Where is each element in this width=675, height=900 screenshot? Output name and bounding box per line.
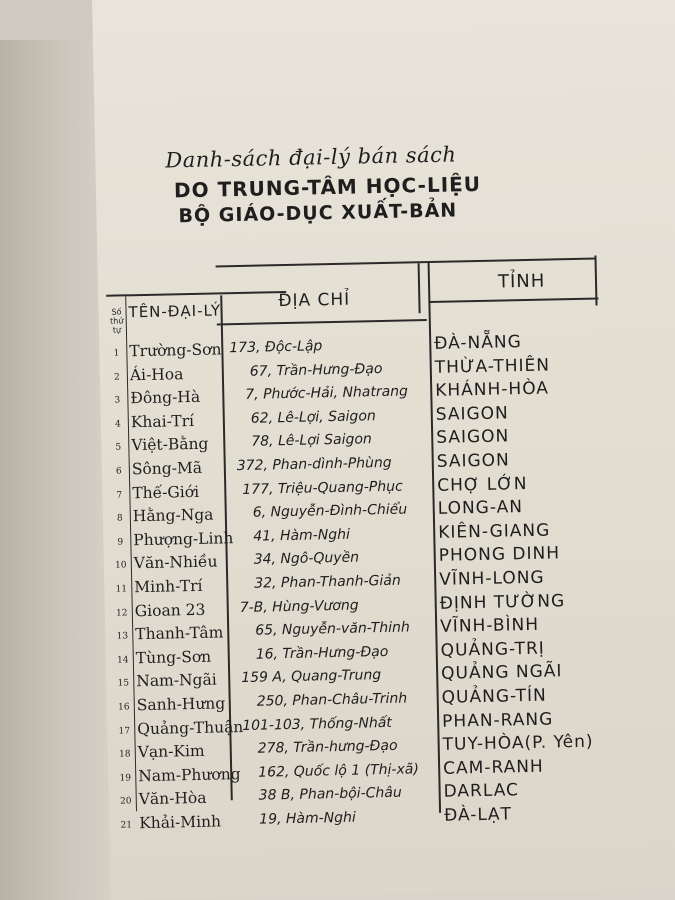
- agency-address: 101-103, Thống-Nhất: [242, 714, 392, 734]
- row-number: 14: [116, 655, 129, 666]
- agency-province: KHÁNH-HÒA: [435, 378, 550, 402]
- agency-name: Gioan 23: [134, 600, 206, 620]
- agency-address: 7, Phước-Hải, Nhatrang: [245, 383, 409, 404]
- agency-name: Văn-Hòa: [138, 789, 207, 809]
- agency-name: Khải-Minh: [139, 812, 222, 833]
- agency-province: LONG-AN: [437, 497, 524, 520]
- agency-province: ĐÀ-NẴNG: [434, 332, 522, 354]
- agency-name: Nam-Phương: [138, 764, 241, 785]
- table-top-rule-right: [216, 258, 596, 268]
- heading-line-3: BỘ GIÁO-DỤC XUẤT-BẢN: [178, 199, 458, 228]
- agency-address: 62, Lê-Lợi, Saigon: [250, 407, 376, 427]
- row-number: 6: [115, 466, 122, 477]
- row-number: 7: [116, 490, 123, 501]
- agency-name: Hằng-Nga: [132, 505, 214, 526]
- agency-address: 159 A, Quang-Trung: [241, 667, 382, 687]
- agency-address: 65, Nguyễn-văn-Thinh: [255, 619, 410, 639]
- header-no: Số thứ tự: [109, 307, 124, 335]
- agency-province: SAIGON: [436, 450, 510, 472]
- row-number: 2: [113, 372, 120, 383]
- row-number: 3: [114, 395, 121, 406]
- agency-province: PHAN-RANG: [441, 709, 554, 732]
- table-top-rule: [106, 291, 286, 297]
- agency-province: VĨNH-LONG: [439, 567, 545, 590]
- agency-address: 278, Trần-hưng-Đạo: [257, 737, 398, 757]
- header-province: TỈNH: [497, 270, 546, 293]
- agency-name: Sông-Mã: [131, 458, 203, 479]
- agency-province: QUẢNG-TRỊ: [440, 638, 546, 661]
- col-rule-right: [594, 255, 597, 305]
- agency-name: Minh-Trí: [134, 576, 203, 597]
- row-number: 20: [119, 796, 132, 807]
- agency-province: PHONG DINH: [438, 543, 561, 567]
- agency-address: 173, Độc-Lập: [229, 338, 323, 357]
- agency-name: Tùng-Sơn: [135, 647, 212, 668]
- row-number: 15: [117, 678, 130, 690]
- agency-address: 41, Hàm-Nghi: [253, 526, 351, 545]
- heading-line-1: Danh-sách đại-lý bán sách: [165, 142, 457, 173]
- agency-province: CAM-RANH: [442, 756, 544, 779]
- heading-line-2: DO TRUNG-TÂM HỌC-LIỆU: [173, 171, 482, 203]
- row-number: 10: [115, 560, 127, 572]
- agency-name: Đông-Hà: [130, 388, 201, 408]
- row-number: 16: [117, 702, 130, 713]
- agency-name: Nam-Ngãi: [136, 670, 217, 691]
- agency-name: Khai-Trí: [130, 411, 195, 432]
- row-number: 5: [115, 442, 122, 453]
- agency-province: VĨNH-BÌNH: [439, 614, 540, 638]
- agency-name: Phượng-Linh: [133, 528, 234, 550]
- col-rule-address: [418, 263, 421, 313]
- agency-name: Thanh-Tâm: [135, 623, 224, 644]
- row-number: 13: [116, 631, 129, 642]
- row-number: 19: [119, 773, 132, 784]
- agency-address: 67, Trần-Hưng-Đạo: [249, 360, 383, 380]
- row-number: 21: [120, 820, 133, 831]
- header-rule-address: [217, 319, 427, 325]
- agency-address: 38 B, Phan-bội-Châu: [258, 785, 402, 805]
- row-number: 4: [114, 419, 121, 430]
- agency-address: 162, Quốc lộ 1 (Thị-xã): [258, 761, 420, 781]
- agency-address: 78, Lê-Lợi Saigon: [251, 431, 373, 451]
- agency-province: QUẢNG-TÍN: [441, 685, 547, 708]
- agency-address: 16, Trần-Hưng-Đạo: [255, 643, 389, 663]
- header-name: TÊN-ĐẠI-LÝ: [128, 301, 222, 322]
- row-number: 17: [118, 725, 131, 737]
- row-number: 12: [116, 607, 128, 619]
- agency-address: 177, Triệu-Quang-Phục: [242, 478, 403, 498]
- agency-address: 250, Phan-Châu-Trinh: [256, 690, 408, 710]
- row-number: 1: [113, 348, 120, 359]
- agency-province: CHỢ LỚN: [437, 473, 528, 496]
- agency-name: Trường-Sơn: [129, 340, 222, 361]
- agency-name: Văn-Nhiều: [133, 552, 218, 573]
- header-rule-province: [428, 297, 598, 303]
- agency-address: 19, Hàm-Nghi: [259, 809, 356, 828]
- agency-province: SAIGON: [436, 426, 510, 449]
- agency-name: Ái-Hoa: [129, 364, 184, 384]
- agency-address: 7-B, Hùng-Vương: [239, 597, 359, 616]
- book-page: [92, 0, 675, 900]
- agency-address: 372, Phan-dình-Phùng: [236, 454, 392, 475]
- agency-province: KIÊN-GIANG: [438, 520, 551, 543]
- agency-name: Việt-Bằng: [131, 435, 209, 455]
- row-number: 18: [118, 749, 131, 760]
- row-number: 9: [117, 537, 124, 548]
- agency-name: Quảng-Thuận: [137, 717, 244, 738]
- row-number: 8: [116, 513, 123, 524]
- agency-province: DARLAC: [443, 780, 520, 803]
- agency-name: Thế-Giới: [132, 482, 200, 502]
- header-address: ĐỊA CHỈ: [278, 289, 351, 312]
- agency-province: ĐÀ-LẠT: [443, 804, 513, 826]
- agency-province: THỪA-THIÊN: [434, 355, 551, 378]
- agency-province: ĐỊNH TƯỜNG: [439, 590, 566, 614]
- agency-province: TUY-HÒA(P. Yên): [442, 731, 594, 756]
- agency-name: Sanh-Hưng: [136, 694, 226, 715]
- agency-province: QUẢNG NGÃI: [440, 661, 563, 685]
- agency-address: 32, Phan-Thanh-Giản: [254, 572, 401, 592]
- agency-address: 34, Ngô-Quyền: [253, 549, 360, 569]
- agency-province: SAIGON: [435, 403, 509, 425]
- agency-name: Vạn-Kim: [137, 741, 205, 762]
- row-number: 11: [115, 584, 128, 595]
- agency-address: 6, Nguyễn-Đình-Chiểu: [252, 501, 408, 521]
